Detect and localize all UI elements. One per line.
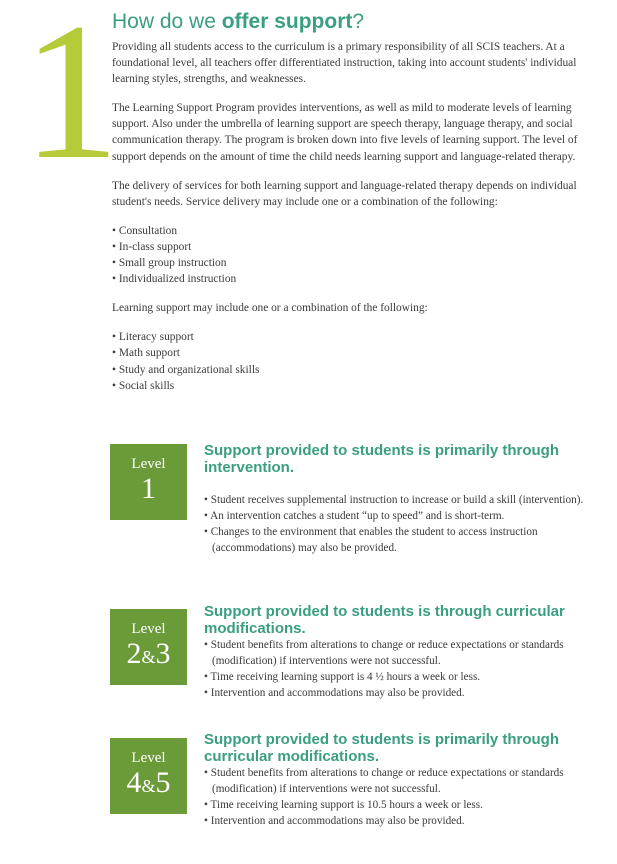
level-label: Level: [131, 621, 166, 637]
level-4-5-heading: Support provided to students is primarily through curricular modifications.: [204, 731, 560, 765]
list-item: • Time receiving learning support is 4 ½ hours a week or less.: [204, 670, 594, 686]
list-item: • Small group instruction: [112, 255, 602, 271]
list-item: • Social skills: [112, 378, 602, 394]
learning-support-list: [112, 329, 602, 393]
intro-paragraph: Providing all students access to the curriculum is a primary responsibility of all SCIS teachers. At a foundational level, all teachers offer differentiated instruction, taking into account students' individual learning styles, strengths, and weaknesses.: [112, 41, 577, 86]
section-number: 1: [22, 0, 120, 200]
level-1-bullets: [204, 493, 594, 557]
list-item: • Literacy support: [112, 329, 602, 345]
list-item: • Time receiving learning support is 10.5 hours a week or less.: [204, 798, 594, 814]
intro-paragraph: The delivery of services for both learning support and language-related therapy depends on individual student's needs. Service delivery may include one or a combination of the following:: [112, 179, 577, 208]
list-item: • Individualized instruction: [112, 271, 602, 287]
list-item: • Student receives supplemental instruction to increase or build a skill (intervention).: [204, 493, 594, 509]
list-item: • Student benefits from alterations to change or reduce expectations or standards (modification) if interventions were not successful.: [204, 638, 594, 670]
list-item: • Intervention and accommodations may also be provided.: [204, 686, 594, 702]
intro-paragraph: The Learning Support Program provides interventions, as well as mild to moderate levels of learning support. Also under the umbrella of learning support are speech therapy, language therapy, and social communication therapy. The program is broken down into five levels of learning support. The level of support depends on the amount of time the child needs learning support and language-related therapy.: [112, 102, 578, 163]
title-bold: offer support: [221, 10, 353, 33]
list-item: • Study and organizational skills: [112, 362, 602, 378]
level-4-5-bullets: [204, 766, 594, 830]
title-suffix: ?: [352, 10, 365, 33]
title-prefix: How do we: [112, 10, 222, 33]
learning-support-intro: Learning support may include one or a combination of the following:: [112, 302, 428, 315]
list-item: • Student benefits from alterations to change or reduce expectations or standards (modification) if interventions were not successful.: [204, 766, 594, 798]
list-item: • Intervention and accommodations may also be provided.: [204, 814, 594, 830]
level-label: Level: [131, 750, 166, 766]
level-2-3-bullets: [204, 638, 594, 702]
level-2-3-heading: Support provided to students is through curricular modifications.: [204, 603, 565, 637]
level-1-heading: Support provided to students is primarily through intervention.: [204, 442, 560, 476]
level-1-badge: [110, 444, 187, 520]
level-number: 2&3: [126, 637, 171, 670]
intro-content: [112, 39, 602, 394]
list-item: • Consultation: [112, 223, 602, 239]
list-item: • An intervention catches a student “up to speed” and is short-term.: [204, 509, 594, 525]
list-item: • Changes to the environment that enables the student to access instruction (accommodations) may also be provided.: [204, 525, 594, 557]
level-number: 4&5: [126, 766, 171, 799]
level-4-5-badge: [110, 738, 187, 814]
level-number: 1: [141, 472, 156, 505]
level-label: Level: [131, 456, 166, 472]
list-item: • In-class support: [112, 239, 602, 255]
service-delivery-list: [112, 223, 602, 287]
list-item: • Math support: [112, 345, 602, 361]
page-title: [112, 10, 364, 34]
level-2-3-badge: [110, 609, 187, 685]
